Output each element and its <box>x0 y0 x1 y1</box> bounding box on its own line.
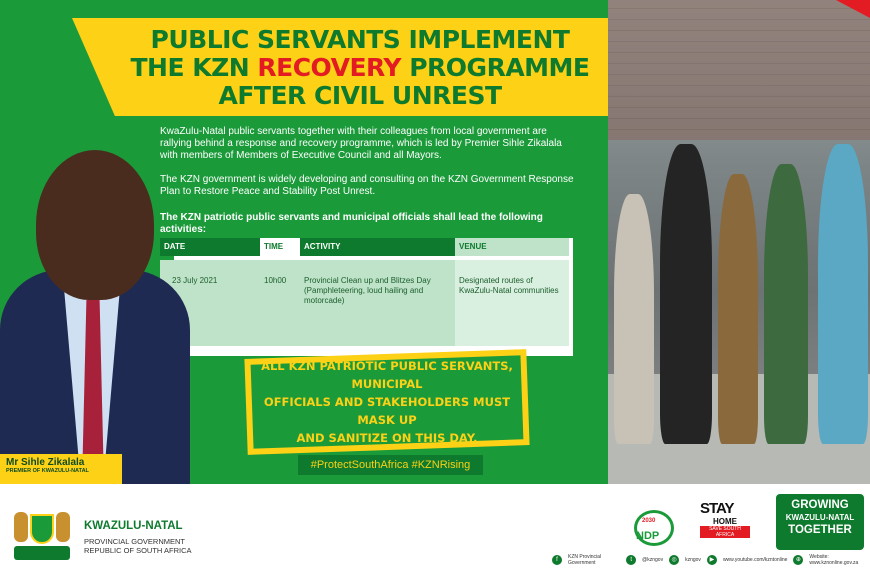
youtube-link[interactable]: www.youtube.com/kzntonline <box>722 557 788 563</box>
col-header-venue: VENUE <box>455 238 569 256</box>
facebook-link[interactable]: KZN Provincial Government <box>568 554 602 566</box>
twitter-icon: t <box>626 555 636 565</box>
globe-icon: ⊕ <box>793 555 803 565</box>
ndp-label: NDP <box>636 530 660 542</box>
community-cleanup-photo <box>608 0 870 484</box>
notice-line-1: ALL KZN PATRIOTIC PUBLIC SERVANTS, MUNICIPAL <box>261 359 513 391</box>
col-header-time: TIME <box>260 238 300 256</box>
growing-kzn-together-logo <box>776 494 864 550</box>
photo-person-5 <box>818 144 868 444</box>
website-link[interactable]: Website: www.kznonline.gov.za <box>809 554 859 566</box>
facebook-icon: f <box>552 555 562 565</box>
crest-shield <box>30 514 54 544</box>
cell-time: 10h00 <box>260 260 300 346</box>
growing-line-2: KWAZULU-NATAL <box>785 513 855 522</box>
growing-line-3: TOGETHER <box>788 524 852 536</box>
notice-line-3: AND SANITIZE ON THIS DAY. <box>296 431 478 445</box>
stay-home-line-1: STAY <box>700 500 734 517</box>
table-row <box>160 260 573 356</box>
youtube-icon: ▶ <box>707 555 717 565</box>
title-line-2 <box>120 54 600 82</box>
title-line-2-post: PROGRAMME <box>401 53 590 82</box>
stay-home-logo <box>700 500 750 546</box>
page-title <box>120 26 600 110</box>
portrait-head <box>36 150 154 300</box>
safety-notice-inner <box>251 355 524 448</box>
safety-notice <box>244 349 529 455</box>
col-header-activity: ACTIVITY <box>300 238 455 256</box>
org-line-3: REPUBLIC OF SOUTH AFRICA <box>84 546 192 555</box>
instagram-icon: ◎ <box>669 555 679 565</box>
crest-lion-right <box>56 512 70 542</box>
org-line-2: PROVINCIAL GOVERNMENT <box>84 537 185 546</box>
corner-accent <box>836 0 870 18</box>
kzn-coat-of-arms-logo <box>10 502 74 564</box>
twitter-link[interactable]: @kzngov <box>642 557 664 563</box>
person-title: PREMIER OF KWAZULU-NATAL <box>6 468 89 474</box>
person-name: Mr Sihle Zikalala <box>6 457 85 468</box>
org-name: KWAZULU-NATAL <box>84 520 183 532</box>
body-paragraph-1: KwaZulu-Natal public servants together with their colleagues from local government are rallying behind a response and recovery programme, which is led by Premier Sihle Zikalala with members of Members of Executive Council and all Mayors. <box>160 126 562 161</box>
crest-lion-left <box>14 512 28 542</box>
name-tag <box>0 454 122 484</box>
title-line-2-pre: THE KZN <box>130 53 258 82</box>
crest-base <box>14 546 70 560</box>
growing-line-1: GROWING <box>791 499 849 511</box>
cell-date: 23 July 2021 <box>160 260 260 346</box>
hashtag-banner: #ProtectSouthAfrica #KZNRising <box>298 455 483 475</box>
notice-line-2: OFFICIALS AND STAKEHOLDERS MUST MASK UP <box>263 395 511 427</box>
social-links <box>552 554 868 566</box>
stay-home-line-3: SAVE SOUTH AFRICA <box>700 526 750 538</box>
instagram-link[interactable]: kzngov <box>685 557 701 563</box>
title-line-1: PUBLIC SERVANTS IMPLEMENT <box>150 25 570 54</box>
premier-portrait <box>0 150 190 484</box>
photo-person-4 <box>764 164 808 444</box>
activities-table <box>160 238 573 356</box>
stay-home-line-2: HOME <box>713 517 737 526</box>
photo-person-3 <box>718 174 758 444</box>
table-header <box>160 238 573 256</box>
body-paragraph-3: The KZN patriotic public servants and municipal officials shall lead the following activities: <box>160 212 543 235</box>
cell-venue: Designated routes of KwaZulu-Natal communities <box>455 260 569 346</box>
cell-activity: Provincial Clean up and Blitzes Day (Pamphleteering, loud hailing and motorcade) <box>300 260 455 346</box>
photo-building-wall <box>608 0 870 140</box>
body-paragraph-2: The KZN government is widely developing and consulting on the KZN Government Response Plan to Restore Peace and Stability Post Unrest. <box>160 174 574 197</box>
col-header-date: DATE <box>160 238 260 256</box>
ndp-year: 2030 <box>642 518 656 524</box>
title-highlight: RECOVERY <box>257 53 402 82</box>
safety-notice-text <box>252 357 522 447</box>
photo-person-1 <box>614 194 654 444</box>
footer <box>0 484 870 580</box>
title-line-3: AFTER CIVIL UNREST <box>218 81 502 110</box>
photo-person-2 <box>660 144 712 444</box>
